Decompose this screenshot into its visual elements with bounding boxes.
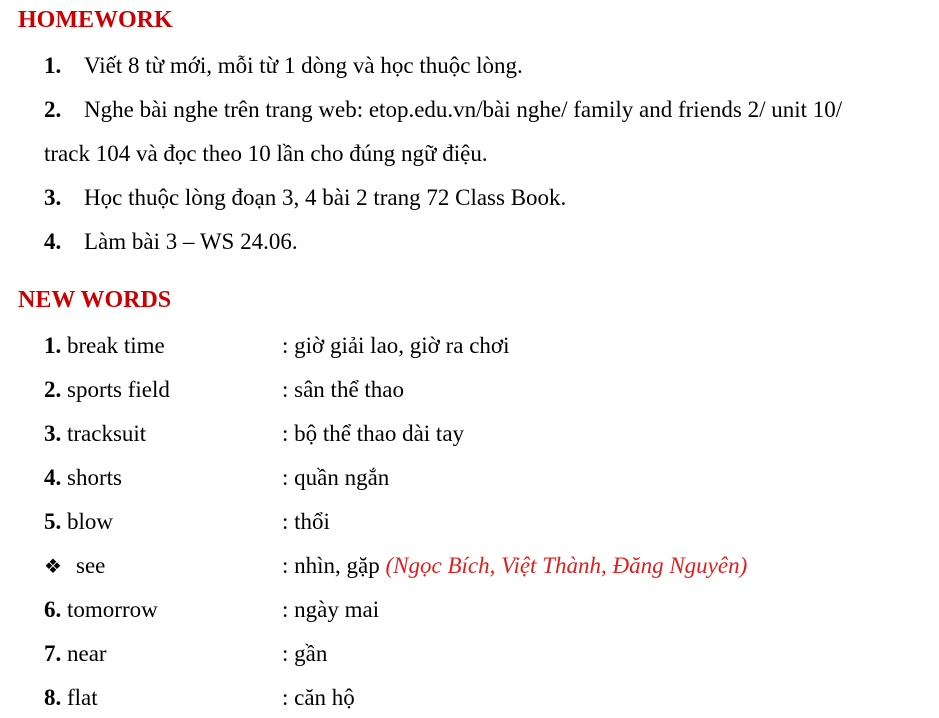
word-term xyxy=(44,640,107,668)
word-number: 8. xyxy=(44,685,62,710)
homework-heading: HOMEWORK xyxy=(18,7,173,33)
word-text: flat xyxy=(67,685,98,710)
word-text: sports field xyxy=(67,377,170,402)
word-text: tomorrow xyxy=(67,597,158,622)
homework-item-number: 2. xyxy=(44,97,62,122)
homework-item-1 xyxy=(44,52,523,80)
word-meaning: : thổi xyxy=(282,509,330,534)
new-words-heading: NEW WORDS xyxy=(18,287,172,313)
word-term xyxy=(44,684,98,712)
word-meaning: : gần xyxy=(282,641,328,666)
word-text: shorts xyxy=(67,465,122,490)
word-number: 2. xyxy=(44,377,62,402)
homework-item-text: Làm bài 3 – WS 24.06. xyxy=(84,229,298,254)
word-meaning-text: : nhìn, gặp xyxy=(282,553,380,578)
homework-item-4 xyxy=(44,228,298,256)
word-meaning: : căn hộ xyxy=(282,685,355,710)
word-meaning: : giờ giải lao, giờ ra chơi xyxy=(282,333,510,358)
homework-item-2-continuation: track 104 và đọc theo 10 lần cho đúng ngữ điệu. xyxy=(44,141,488,166)
homework-item-number: 1. xyxy=(44,53,62,78)
word-term xyxy=(44,420,146,448)
word-meaning: : quần ngắn xyxy=(282,465,390,490)
word-number: 5. xyxy=(44,509,62,534)
word-meaning xyxy=(282,552,747,580)
word-text: break time xyxy=(67,333,165,358)
homework-item-text: Nghe bài nghe trên trang web: etop.edu.vn/bài nghe/ family and friends 2/ unit 10/ xyxy=(84,97,843,122)
diamond-bullet-icon: ❖ xyxy=(44,554,62,578)
word-number: 3. xyxy=(44,421,62,446)
word-meaning: : ngày mai xyxy=(282,597,380,622)
homework-item-number: 3. xyxy=(44,185,62,210)
word-term xyxy=(44,508,113,536)
homework-item-2 xyxy=(44,96,842,124)
homework-item-text: Viết 8 từ mới, mỗi từ 1 dòng và học thuộc lòng. xyxy=(84,53,523,78)
word-term xyxy=(44,332,165,360)
word-text: tracksuit xyxy=(67,421,147,446)
word-term xyxy=(44,464,122,492)
word-number: 4. xyxy=(44,465,62,490)
homework-item-text: Học thuộc lòng đoạn 3, 4 bài 2 trang 72 Class Book. xyxy=(84,185,567,210)
word-meaning: : bộ thể thao dài tay xyxy=(282,421,465,446)
word-number: 1. xyxy=(44,333,62,358)
word-note: (Ngọc Bích, Việt Thành, Đăng Nguyên) xyxy=(385,553,748,578)
word-term xyxy=(44,552,105,580)
word-text: near xyxy=(67,641,107,666)
word-number: 7. xyxy=(44,641,62,666)
word-term xyxy=(44,596,158,624)
homework-item-number: 4. xyxy=(44,229,62,254)
word-text: blow xyxy=(67,509,113,534)
word-term xyxy=(44,376,170,404)
word-meaning: : sân thể thao xyxy=(282,377,404,402)
word-text: see xyxy=(76,553,106,578)
word-number: 6. xyxy=(44,597,62,622)
homework-item-3 xyxy=(44,184,566,212)
